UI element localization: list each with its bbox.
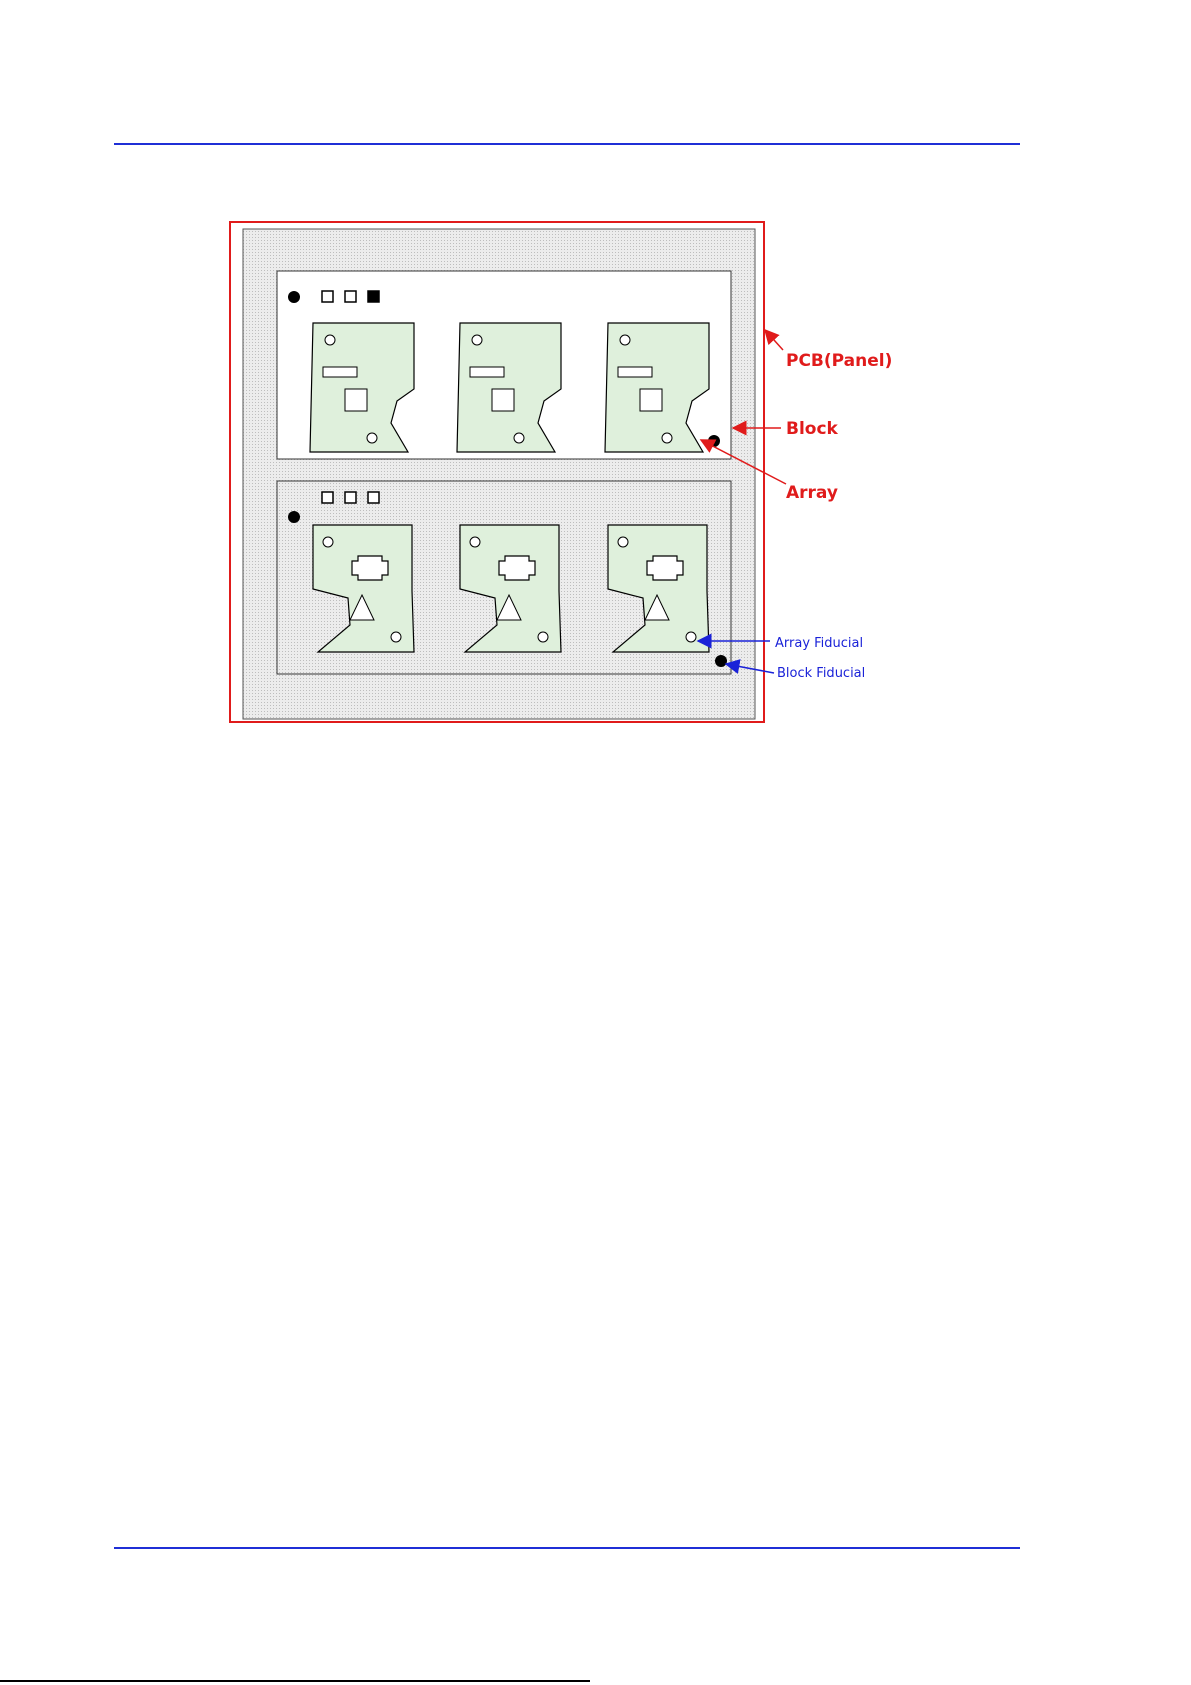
array-fiducial — [325, 335, 335, 345]
block-fiducial-bottom-right — [715, 655, 727, 667]
block-fiducial-top-left — [288, 291, 300, 303]
marker-square — [322, 291, 333, 302]
marker-square — [345, 291, 356, 302]
marker-square — [345, 492, 356, 503]
label-block-fiducial: Block Fiducial — [777, 666, 866, 681]
component-rect — [618, 367, 652, 377]
component-rect — [323, 367, 357, 377]
label-block: Block — [786, 419, 838, 439]
arrow-pcb-panel — [765, 330, 783, 350]
array-fiducial — [662, 433, 672, 443]
component-square — [345, 389, 367, 411]
array-fiducial — [620, 335, 630, 345]
label-pcb-panel: PCB(Panel) — [786, 351, 893, 371]
component-connector — [499, 556, 535, 580]
component-connector — [647, 556, 683, 580]
array-fiducial — [470, 537, 480, 547]
array-fiducial — [391, 632, 401, 642]
component-square — [492, 389, 514, 411]
component-connector — [352, 556, 388, 580]
block-fiducial-bottom-left — [288, 511, 300, 523]
array-fiducial — [472, 335, 482, 345]
marker-square — [322, 492, 333, 503]
component-rect — [470, 367, 504, 377]
component-square — [640, 389, 662, 411]
array-fiducial — [323, 537, 333, 547]
array-fiducial — [618, 537, 628, 547]
marker-square — [368, 492, 379, 503]
array-fiducial — [538, 632, 548, 642]
marker-square-filled — [368, 291, 379, 302]
footer-rule — [114, 1547, 1020, 1549]
label-array-fiducial: Array Fiducial — [775, 636, 864, 651]
array-fiducial — [514, 433, 524, 443]
array-fiducial — [367, 433, 377, 443]
array-fiducial — [686, 632, 696, 642]
label-array: Array — [786, 483, 838, 503]
footer-underline — [0, 1680, 590, 1682]
